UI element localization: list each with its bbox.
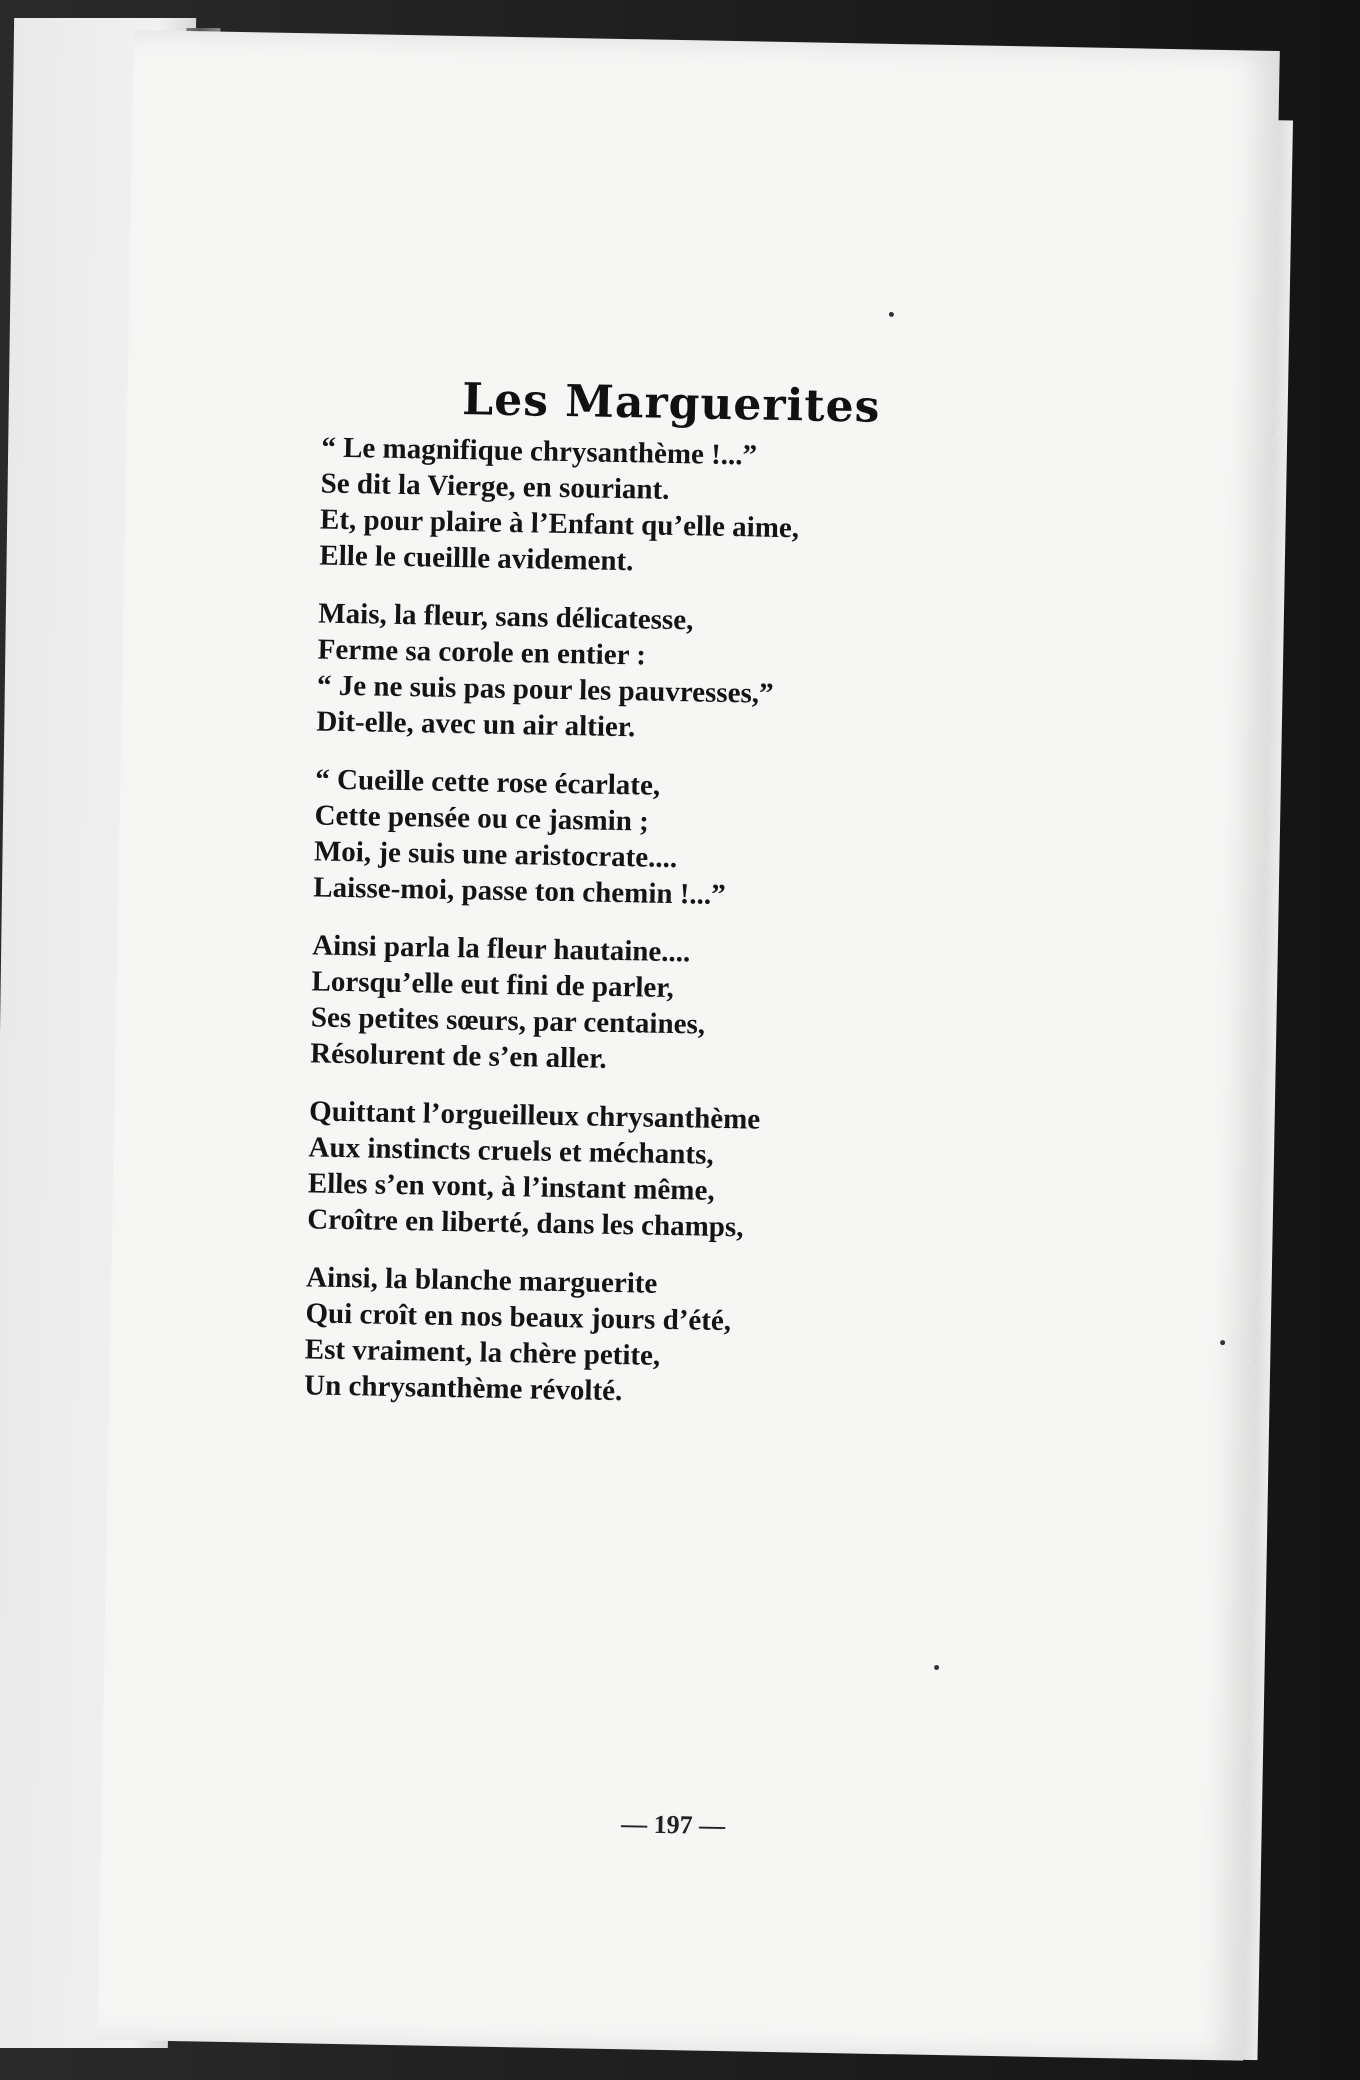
- poem-line: Qui croît en nos beaux jours d’été,: [305, 1297, 732, 1338]
- poem-line: Se dit la Vierge, en souriant.: [320, 467, 670, 507]
- stanza-2: [316, 596, 1019, 753]
- poem-line: Mais, la fleur, sans délicatesse,: [318, 597, 694, 637]
- poem-line: Aux instincts cruels et méchants,: [308, 1131, 714, 1172]
- poem-line: Elle le cueillle avidement.: [319, 539, 634, 578]
- poem-line: Dit-elle, avec un air altier.: [316, 705, 636, 744]
- stanza-1: [319, 430, 1022, 587]
- poem-line: Laisse-moi, passe ton chemin !...”: [313, 871, 726, 912]
- stanza-4: [310, 928, 1013, 1085]
- paper-speck: [934, 1665, 939, 1670]
- book-page: [97, 30, 1280, 2061]
- stanza-6: [304, 1260, 1007, 1417]
- poem-line: Elles s’en vont, à l’instant même,: [307, 1167, 715, 1208]
- poem-line: “ Le magnifique chrysanthème !...”: [321, 431, 758, 472]
- stanza-5: [307, 1094, 1010, 1251]
- poem-line: Lorsqu’elle eut fini de parler,: [311, 965, 675, 1005]
- poem-line: Ses petites sœurs, par centaines,: [310, 1001, 706, 1042]
- paper-speck: [889, 312, 894, 317]
- poem-title: Les Marguerites: [461, 374, 881, 433]
- poem-line: Moi, je suis une aristocrate....: [313, 835, 678, 875]
- poem-line: Résolurent de s’en aller.: [309, 1037, 607, 1076]
- poem-line: Ainsi, la blanche marguerite: [305, 1261, 658, 1301]
- poem-line: Croître en liberté, dans les champs,: [306, 1203, 744, 1244]
- poem-line: Ferme sa corole en entier :: [317, 633, 647, 672]
- poem-line: Quittant l’orgueilleux chrysanthème: [308, 1095, 761, 1137]
- poem-line: Un chrysanthème révolté.: [303, 1369, 623, 1408]
- stanza-3: [313, 762, 1016, 919]
- poem-line: Et, pour plaire à l’Enfant qu’elle aime,: [319, 503, 800, 545]
- poem-line: Est vraiment, la chère petite,: [304, 1333, 661, 1373]
- paper-speck: [1220, 1340, 1225, 1345]
- poem-line: “ Je ne suis pas pour les pauvresses,”: [316, 669, 774, 711]
- poem-line: Ainsi parla la fleur hautaine....: [311, 929, 691, 969]
- page-number: — 197 —: [620, 1809, 726, 1841]
- poem: [303, 374, 1022, 1439]
- poem-line: Cette pensée ou ce jasmin ;: [314, 799, 650, 838]
- poem-line: “ Cueille cette rose écarlate,: [314, 763, 661, 803]
